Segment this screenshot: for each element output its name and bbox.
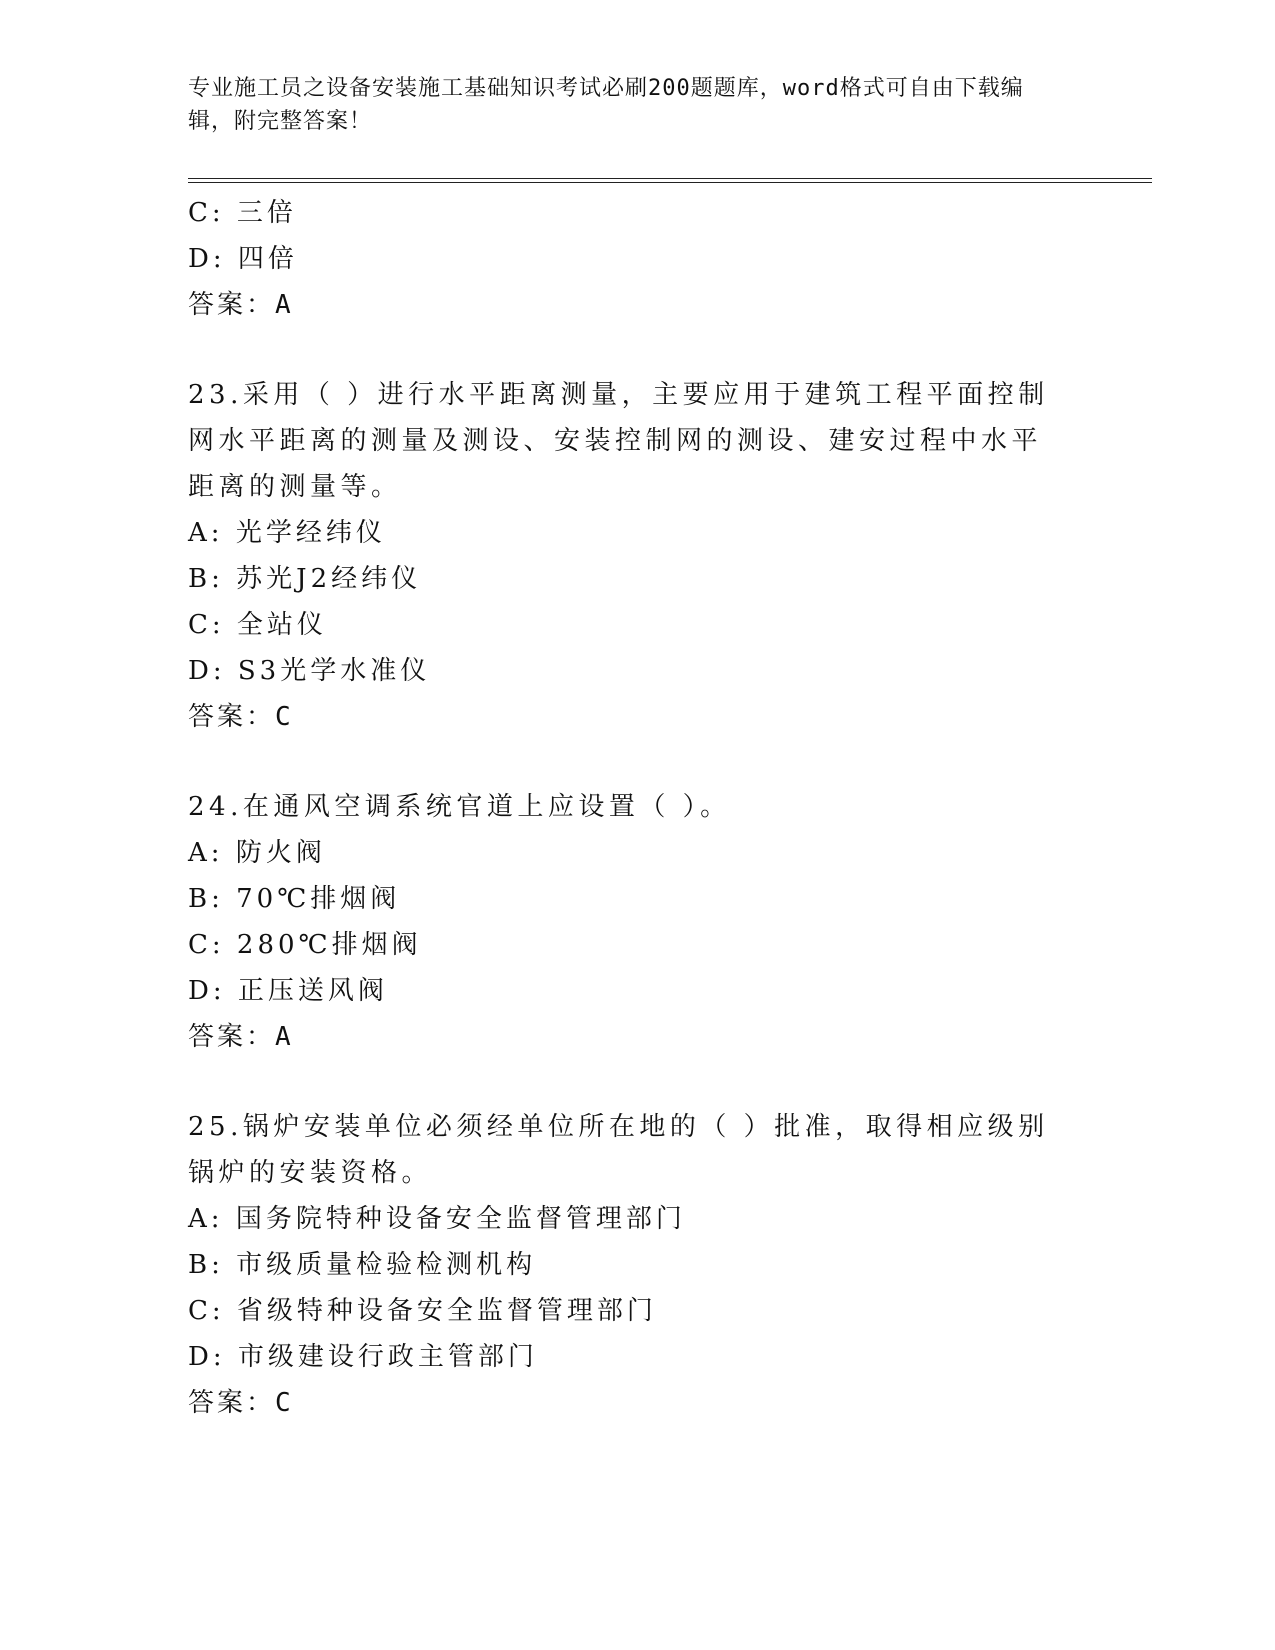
question-body: 锅炉安装单位必须经单位所在地的（ ）批准，取得相应级别锅炉的安装资格。 [188, 1112, 1049, 1188]
option-text: 正压送风阀 [237, 976, 388, 1006]
option-b [188, 1242, 1068, 1288]
answer-label: 答案： [188, 702, 276, 732]
prev-question-block [188, 190, 1068, 328]
option-c [188, 602, 1068, 648]
option-label: C: [188, 930, 225, 960]
question-list [188, 190, 1068, 1426]
option-a [188, 510, 1068, 556]
option-c [188, 190, 1068, 236]
option-b [188, 876, 1068, 922]
spacer [188, 740, 1068, 784]
page-header: 专业施工员之设备安装施工基础知识考试必刷200题题库，word格式可自由下载编辑，附完整答案！ [188, 76, 1024, 134]
option-label: A: [188, 838, 224, 868]
option-label: B: [188, 884, 224, 914]
answer-value: C [275, 702, 294, 732]
question-number: 25. [188, 1112, 243, 1142]
header-divider-top [188, 178, 1152, 179]
option-b [188, 556, 1068, 602]
answer-label: 答案： [188, 1388, 276, 1418]
option-label: C: [188, 198, 225, 228]
question-body: 在通风空调系统官道上应设置（ ）。 [242, 792, 731, 822]
spacer [188, 328, 1068, 372]
option-label: B: [188, 564, 224, 594]
answer-label: 答案： [188, 1022, 276, 1052]
question-number: 23. [188, 380, 243, 410]
question-23 [188, 372, 1068, 740]
option-c [188, 922, 1068, 968]
option-text: 280℃排烟阀 [236, 930, 422, 960]
option-label: C: [188, 610, 225, 640]
answer-value: A [275, 290, 294, 320]
option-text: 市级建设行政主管部门 [237, 1342, 538, 1372]
option-text: 国务院特种设备安全监督管理部门 [235, 1204, 686, 1234]
option-text: 光学经纬仪 [235, 518, 386, 548]
option-d [188, 236, 1068, 282]
option-label: D: [188, 1342, 226, 1372]
option-label: D: [188, 976, 226, 1006]
header-divider-bottom [188, 182, 1152, 183]
option-d [188, 968, 1068, 1014]
answer-value: C [275, 1388, 294, 1418]
option-d [188, 648, 1068, 694]
answer-line [188, 1014, 1068, 1060]
option-text: 市级质量检验检测机构 [236, 1250, 537, 1280]
option-text: 省级特种设备安全监督管理部门 [236, 1296, 657, 1326]
answer-line [188, 694, 1068, 740]
spacer [188, 1060, 1068, 1104]
option-a [188, 830, 1068, 876]
option-text: 防火阀 [235, 838, 326, 868]
option-text: 70℃排烟阀 [236, 884, 401, 914]
option-a [188, 1196, 1068, 1242]
option-text: 全站仪 [236, 610, 327, 640]
question-body: 采用（ ）进行水平距离测量，主要应用于建筑工程平面控制网水平距离的测量及测设、安装控制网的测设、建安过程中水平距离的测量等。 [188, 380, 1049, 502]
answer-label: 答案： [188, 290, 276, 320]
option-d [188, 1334, 1068, 1380]
option-text: 四倍 [237, 244, 298, 274]
option-label: A: [188, 1204, 224, 1234]
option-text: S3光学水准仪 [237, 656, 431, 686]
option-label: C: [188, 1296, 225, 1326]
option-label: A: [188, 518, 224, 548]
option-text: 三倍 [236, 198, 297, 228]
question-text [188, 1104, 1068, 1196]
option-label: D: [188, 244, 226, 274]
question-25 [188, 1104, 1068, 1426]
option-c [188, 1288, 1068, 1334]
answer-line [188, 282, 1068, 328]
question-text [188, 784, 1068, 830]
option-label: D: [188, 656, 226, 686]
answer-value: A [275, 1022, 294, 1052]
option-label: B: [188, 1250, 224, 1280]
option-text: 苏光J2经纬仪 [236, 564, 422, 594]
question-24 [188, 784, 1068, 1060]
answer-line [188, 1380, 1068, 1426]
question-number: 24. [188, 792, 243, 822]
question-text [188, 372, 1068, 510]
